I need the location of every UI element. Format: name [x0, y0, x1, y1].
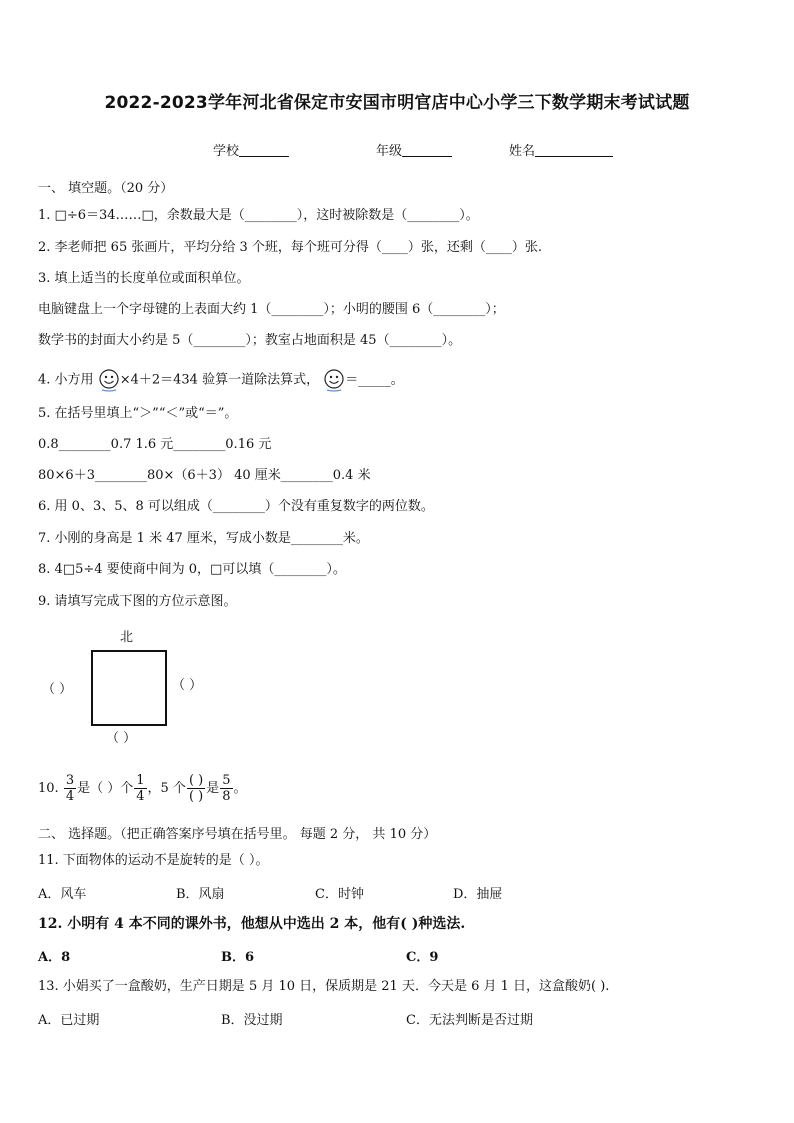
question-3: 3. 填上适当的长度单位或面积单位。	[38, 271, 250, 286]
question-10-number: 10.	[38, 781, 59, 796]
grade-blank[interactable]	[402, 142, 452, 157]
question-5-row-b: 80×6＋3________80×（6＋3） 40 厘米________0.4 米	[38, 468, 371, 483]
smiley-face-icon	[323, 368, 345, 392]
question-10-text-3: 是	[206, 781, 220, 796]
question-3-part-a: 电脑键盘上一个字母键的上表面大约 1（________）；小明的腰围 6（________）；	[38, 302, 505, 317]
question-10-text-4: 。	[233, 781, 247, 796]
option-a[interactable]: A．8	[38, 950, 71, 965]
option-c[interactable]: C．无法判断是否过期	[406, 1013, 533, 1028]
option-c[interactable]: C．时钟	[315, 887, 364, 902]
question-3-part-b: 数学书的封面大小约是 5（________）；教室占地面积是 45（________）。	[38, 333, 462, 348]
grade-field	[376, 140, 452, 159]
question-7: 7. 小刚的身高是 1 米 47 厘米，写成小数是________米。	[38, 531, 369, 546]
option-a[interactable]: A．已过期	[38, 1013, 100, 1028]
name-field	[509, 140, 613, 159]
question-11: 11. 下面物体的运动不是旋转的是（ ）。	[38, 853, 269, 868]
question-2: 2. 李老师把 65 张画片，平均分给 3 个班，每个班可分得（____）张，还剩（____）张.	[38, 240, 543, 255]
question-1: 1. □÷6＝34……□，余数最大是（________），这时被除数是（________）。	[38, 208, 479, 223]
question-4-text-c: ＝_____。	[345, 372, 404, 388]
option-c[interactable]: C．9	[406, 950, 439, 965]
question-12: 12. 小明有 4 本不同的课外书，他想从中选出 2 本，他有( )种选法.	[38, 916, 466, 932]
name-blank[interactable]	[535, 142, 613, 157]
section-2-heading: 二、 选择题。（把正确答案序号填在括号里。 每题 2 分， 共 10 分）	[38, 827, 437, 842]
direction-west-blank[interactable]: （ ）	[42, 682, 73, 697]
question-4-text-b: ×4＋2＝434 验算一道除法算式，	[119, 372, 320, 388]
smiley-face-icon	[98, 368, 120, 392]
question-10-text-2: ，5 个	[147, 781, 186, 796]
question-10-text-1: 是（ ）个	[77, 781, 134, 796]
direction-north-label: 北	[120, 630, 134, 645]
fraction-one-quarter: $\frac{1}{4}$	[136, 773, 145, 804]
direction-square	[91, 650, 167, 726]
question-13: 13. 小娟买了一盒酸奶，生产日期是 5 月 10 日，保质期是 21 天．今天是 6 月 1 日，这盒酸奶( ).	[38, 979, 610, 994]
question-10	[38, 772, 247, 808]
option-d[interactable]: D．抽屉	[453, 887, 503, 902]
question-4	[38, 368, 404, 392]
fraction-three-quarters: $\frac{3}{4}$	[65, 773, 75, 804]
school-blank[interactable]	[239, 142, 289, 157]
section-1-heading: 一、 填空题。（20 分）	[38, 181, 174, 196]
option-b[interactable]: B．风扇	[176, 887, 225, 902]
fraction-blank[interactable]: $\frac{( )}{( )}$	[188, 773, 204, 804]
question-4-text-a: 4. 小方用	[38, 372, 94, 388]
page-title: 2022-2023学年河北省保定市安国市明官店中心小学三下数学期末考试试题	[104, 93, 690, 113]
fraction-five-eighths: $\frac{5}{8}$	[222, 773, 231, 804]
question-5: 5. 在括号里填上“＞”“＜”或“＝”。	[38, 406, 238, 421]
school-label: 学校	[213, 144, 240, 159]
direction-south-blank[interactable]: （ ）	[106, 731, 137, 746]
school-field	[213, 140, 289, 159]
name-label: 姓名	[509, 144, 536, 159]
grade-label: 年级	[376, 144, 403, 159]
question-8: 8. 4□5÷4 要使商中间为 0，□可以填（________）。	[38, 562, 346, 577]
option-a[interactable]: A．风车	[38, 887, 87, 902]
question-6: 6. 用 0、3、5、8 可以组成（________）个没有重复数字的两位数。	[38, 499, 434, 514]
option-b[interactable]: B．6	[221, 950, 255, 965]
option-b[interactable]: B．没过期	[221, 1013, 283, 1028]
question-9: 9. 请填写完成下图的方位示意图。	[38, 594, 237, 609]
question-5-row-a: 0.8________0.7 1.6 元________0.16 元	[38, 437, 272, 452]
direction-east-blank[interactable]: （ ）	[172, 678, 203, 693]
